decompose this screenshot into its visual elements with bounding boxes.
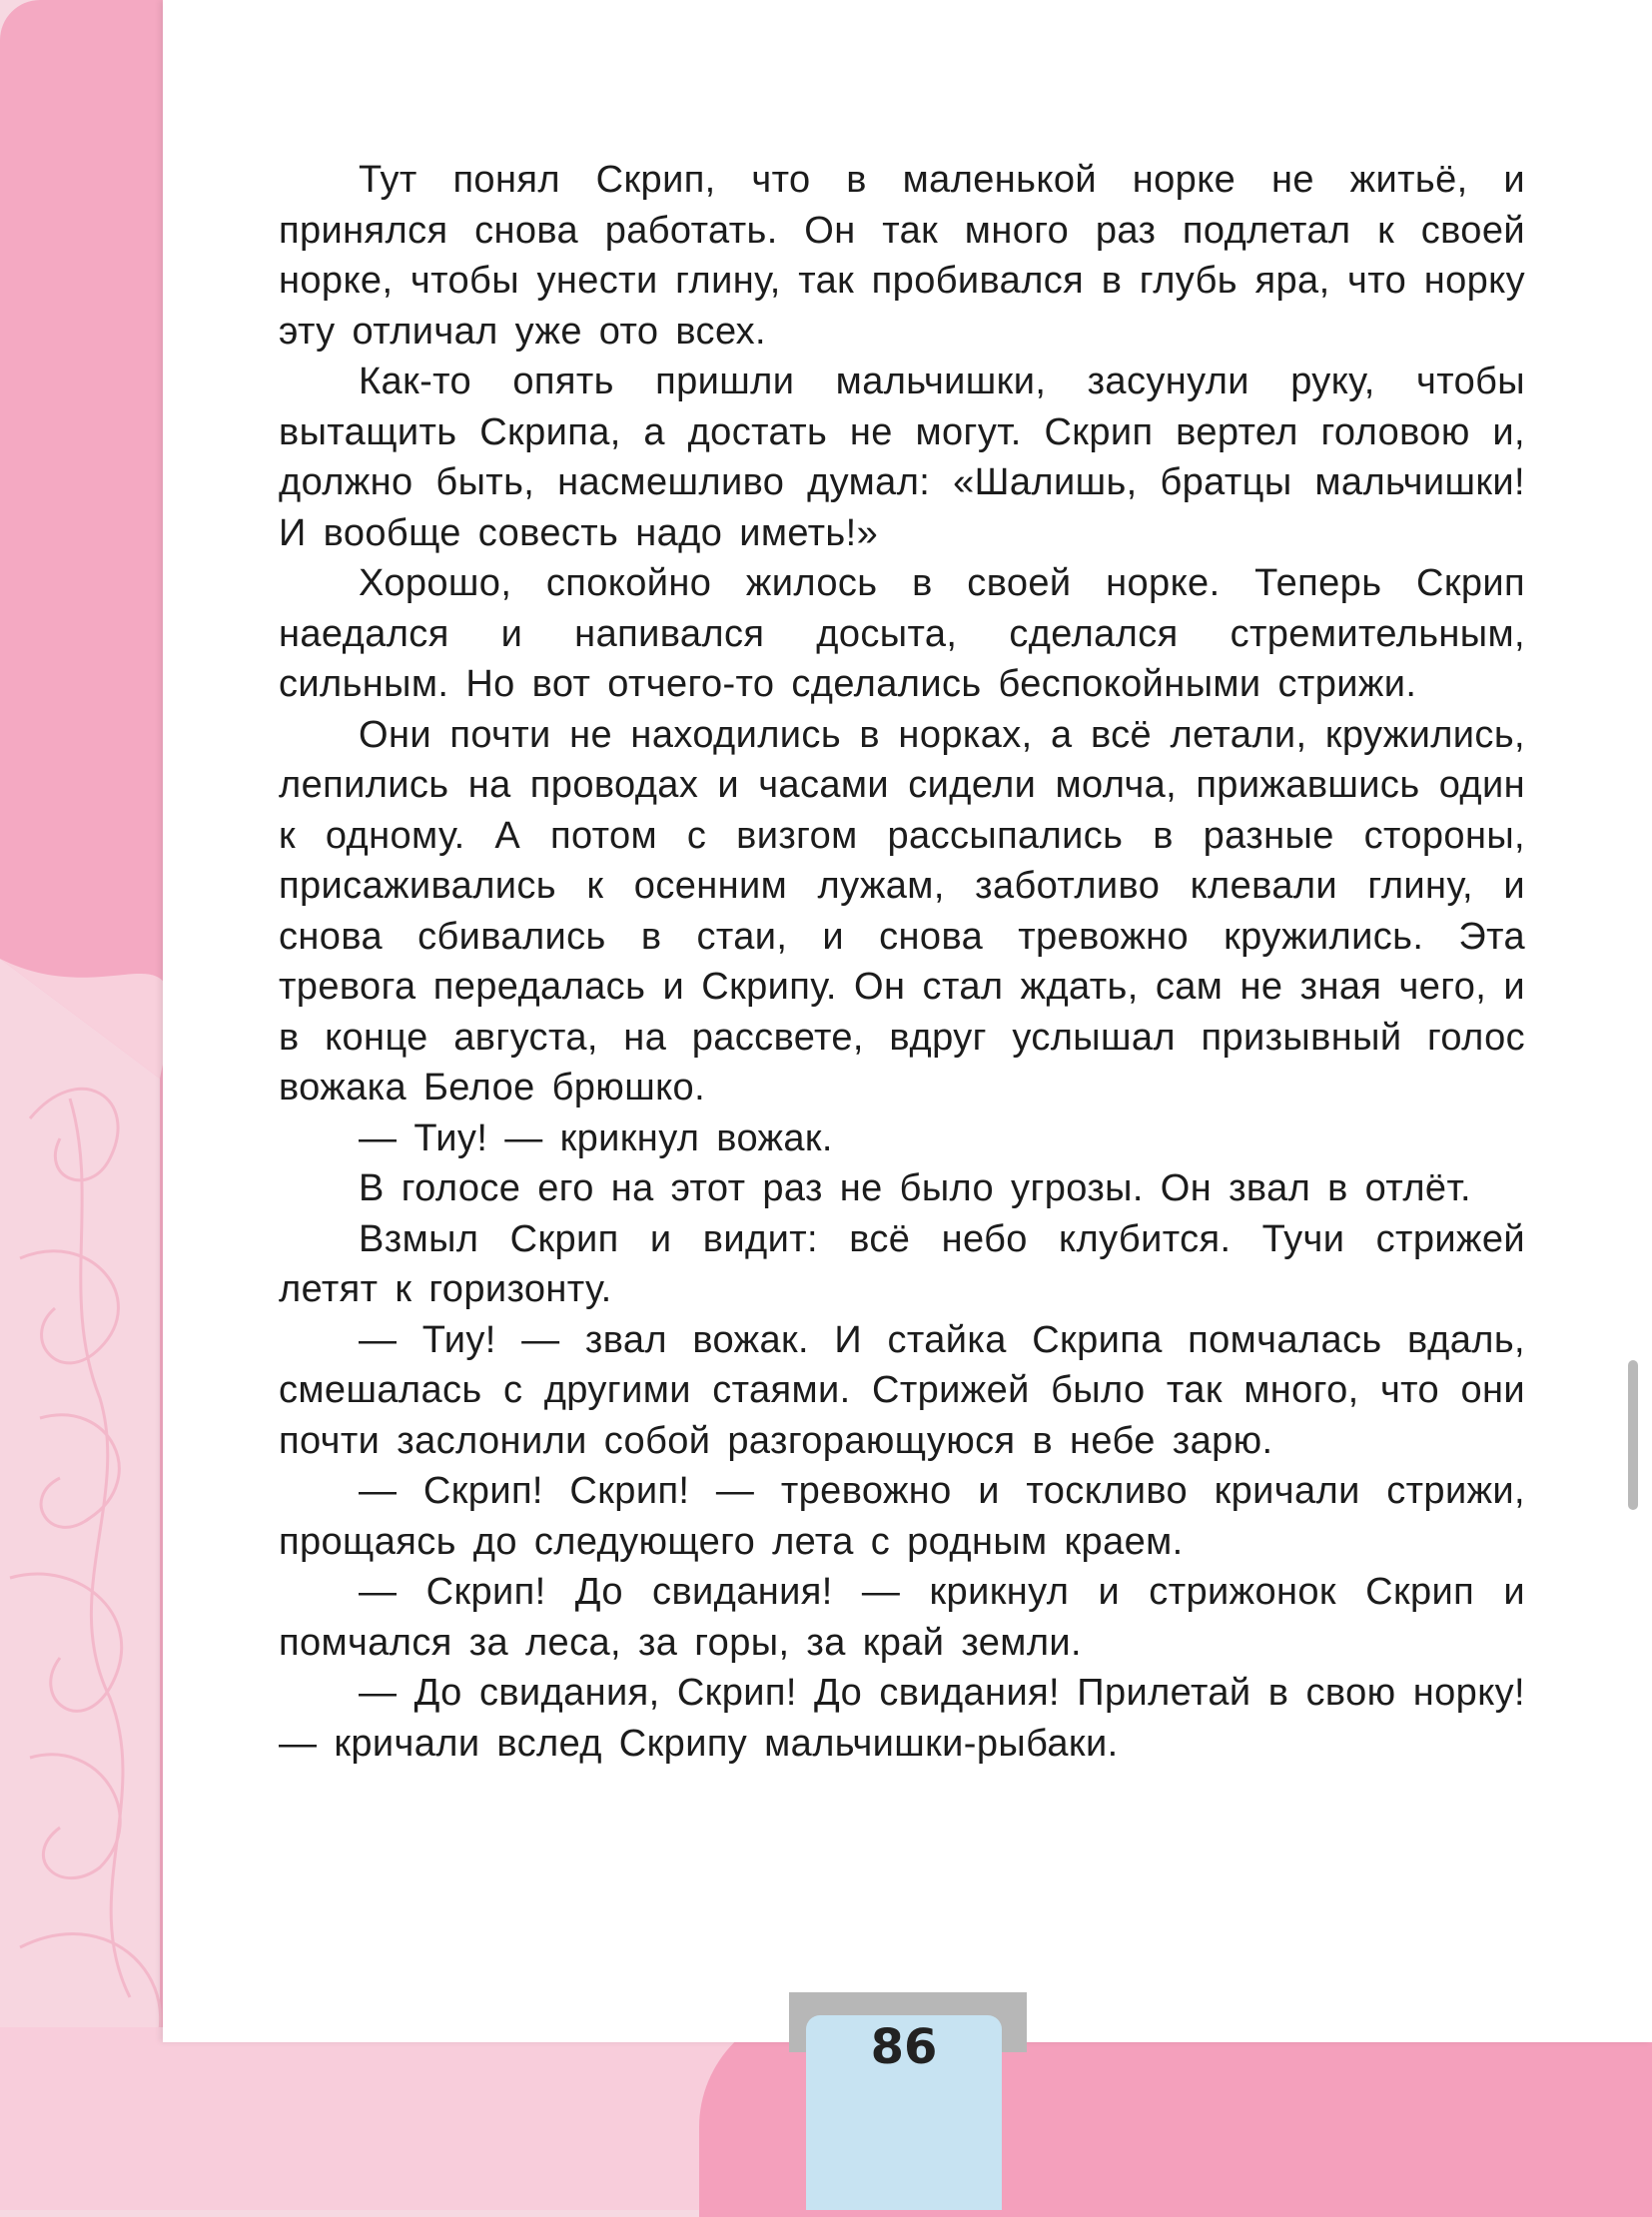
scrollbar-thumb[interactable] (1628, 1360, 1638, 1510)
paragraph: Хорошо, спокойно жилось в своей норке. Теперь Скрип наедался и напивался досыта, сделался стремительным, сильным. Но вот отчего-то сделались беспокойными стрижи. (279, 562, 1525, 705)
paragraph: — Скрип! Скрип! — тревожно и тоскливо кричали стрижи, прощаясь до следующего лета с родным краем. (279, 1470, 1525, 1563)
page-number: 86 (870, 2019, 938, 2075)
paragraph: Взмыл Скрип и видит: всё небо клубится. Тучи стрижей летят к горизонту. (279, 1217, 1525, 1310)
paragraph: — До свидания, Скрип! До свидания! Прилетай в свою норку! — кричали вслед Скрипу мальчишки-рыбаки. (279, 1672, 1525, 1765)
paragraph: Тут понял Скрип, что в маленькой норке не житьё, и принялся снова работать. Он так много раз подлетал к своей норке, чтобы унести глину, так пробивался в глубь яра, что норку эту отличал уже ото всех. (279, 159, 1525, 353)
paragraph: — Тиу! — звал вожак. И стайка Скрипа помчалась вдаль, смешалась с другими стаями. Стрижей было так много, что они почти заслонили собой разгорающуюся в небе зарю. (279, 1318, 1525, 1462)
paragraph: — Скрип! До свидания! — крикнул и стрижонок Скрип и помчался за леса, за горы, за край земли. (279, 1571, 1525, 1664)
story-text (279, 155, 1525, 1769)
paragraph: В голосе его на этот раз не было угрозы. Он звал в отлёт. (359, 1167, 1472, 1209)
paragraph: Они почти не находились в норках, а всё летали, кружились, лепились на проводах и часами сидели молча, прижавшись один к одному. А потом с визгом рассыпались в разные стороны, присаживались к осенним лужам, заботливо клевали глину, и снова сбивались в стаи, и снова тревожно кружились. Эта тревога передалась и Скрипу. Он стал ждать, сам не зная чего, и в конце августа, на рассвете, вдруг услышал призывный голос вожака Белое брюшко. (279, 713, 1525, 1108)
paragraph: — Тиу! — крикнул вожак. (359, 1116, 833, 1159)
paragraph: Как-то опять пришли мальчишки, засунули руку, чтобы вытащить Скрипа, а достать не могут. Скрип вертел головою и, должно быть, насмешливо думал: «Шалишь, братцы мальчишки! И вообще совесть надо иметь!» (279, 361, 1525, 554)
